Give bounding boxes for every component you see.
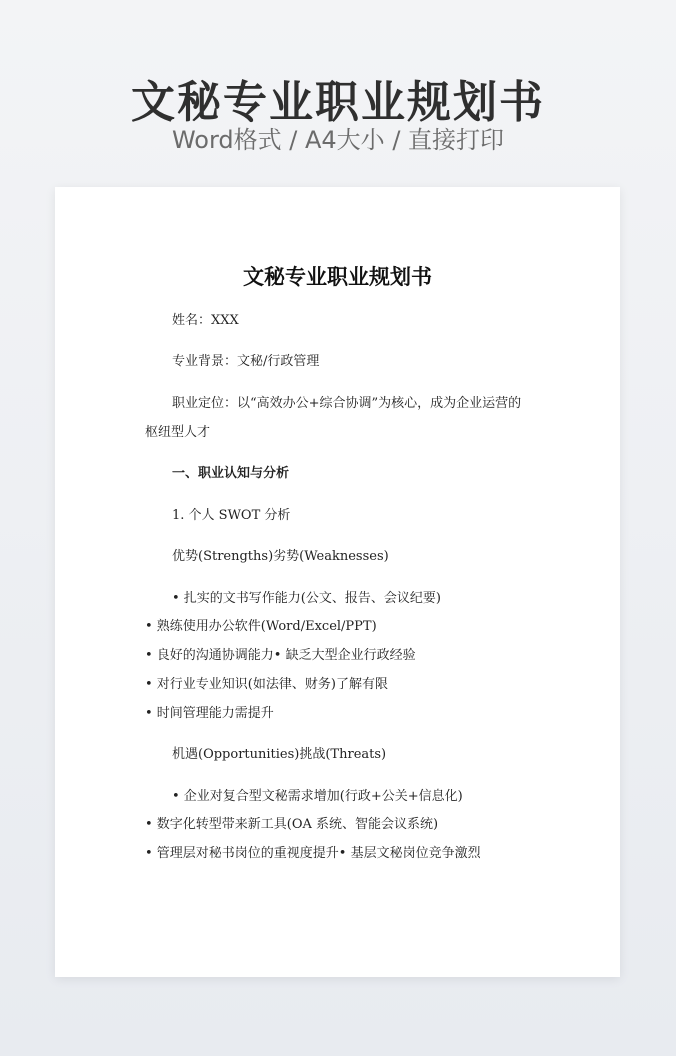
banner-title: 文秘专业职业规划书	[131, 77, 545, 128]
list-item: • 熟练使用办公软件(Word/Excel/PPT)	[145, 619, 377, 634]
opportunities-threats-header: 机遇(Opportunities)挑战(Threats)	[172, 747, 387, 762]
list-item: • 良好的沟通协调能力• 缺乏大型企业行政经验	[145, 648, 416, 663]
list-item: • 企业对复合型文秘需求增加(行政+公关+信息化)	[172, 789, 463, 804]
list-item: • 管理层对秘书岗位的重视度提升• 基层文秘岗位竞争激烈	[145, 846, 481, 861]
career-positioning-continued: 枢纽型人才	[145, 425, 211, 440]
strengths-weaknesses-header: 优势(Strengths)劣势(Weaknesses)	[172, 549, 389, 564]
document-title: 文秘专业职业规划书	[243, 264, 432, 289]
list-item: • 时间管理能力需提升	[145, 706, 274, 721]
list-item: • 数字化转型带来新工具(OA 系统、智能会议系统)	[145, 817, 439, 832]
career-positioning-line: 职业定位：以“高效办公+综合协调”为核心，成为企业运营的	[172, 396, 522, 411]
document-page	[55, 187, 620, 977]
major-background-line: 专业背景：文秘/行政管理	[172, 354, 320, 369]
banner-subtitle: Word格式 / A4大小 / 直接打印	[171, 126, 505, 154]
subsection-heading: 1. 个人 SWOT 分析	[172, 508, 291, 523]
list-item: • 扎实的文书写作能力(公文、报告、会议纪要)	[172, 591, 441, 606]
section-heading: 一、职业认知与分析	[172, 466, 290, 481]
name-line: 姓名：XXX	[172, 313, 239, 328]
list-item: • 对行业专业知识(如法律、财务)了解有限	[145, 677, 388, 692]
